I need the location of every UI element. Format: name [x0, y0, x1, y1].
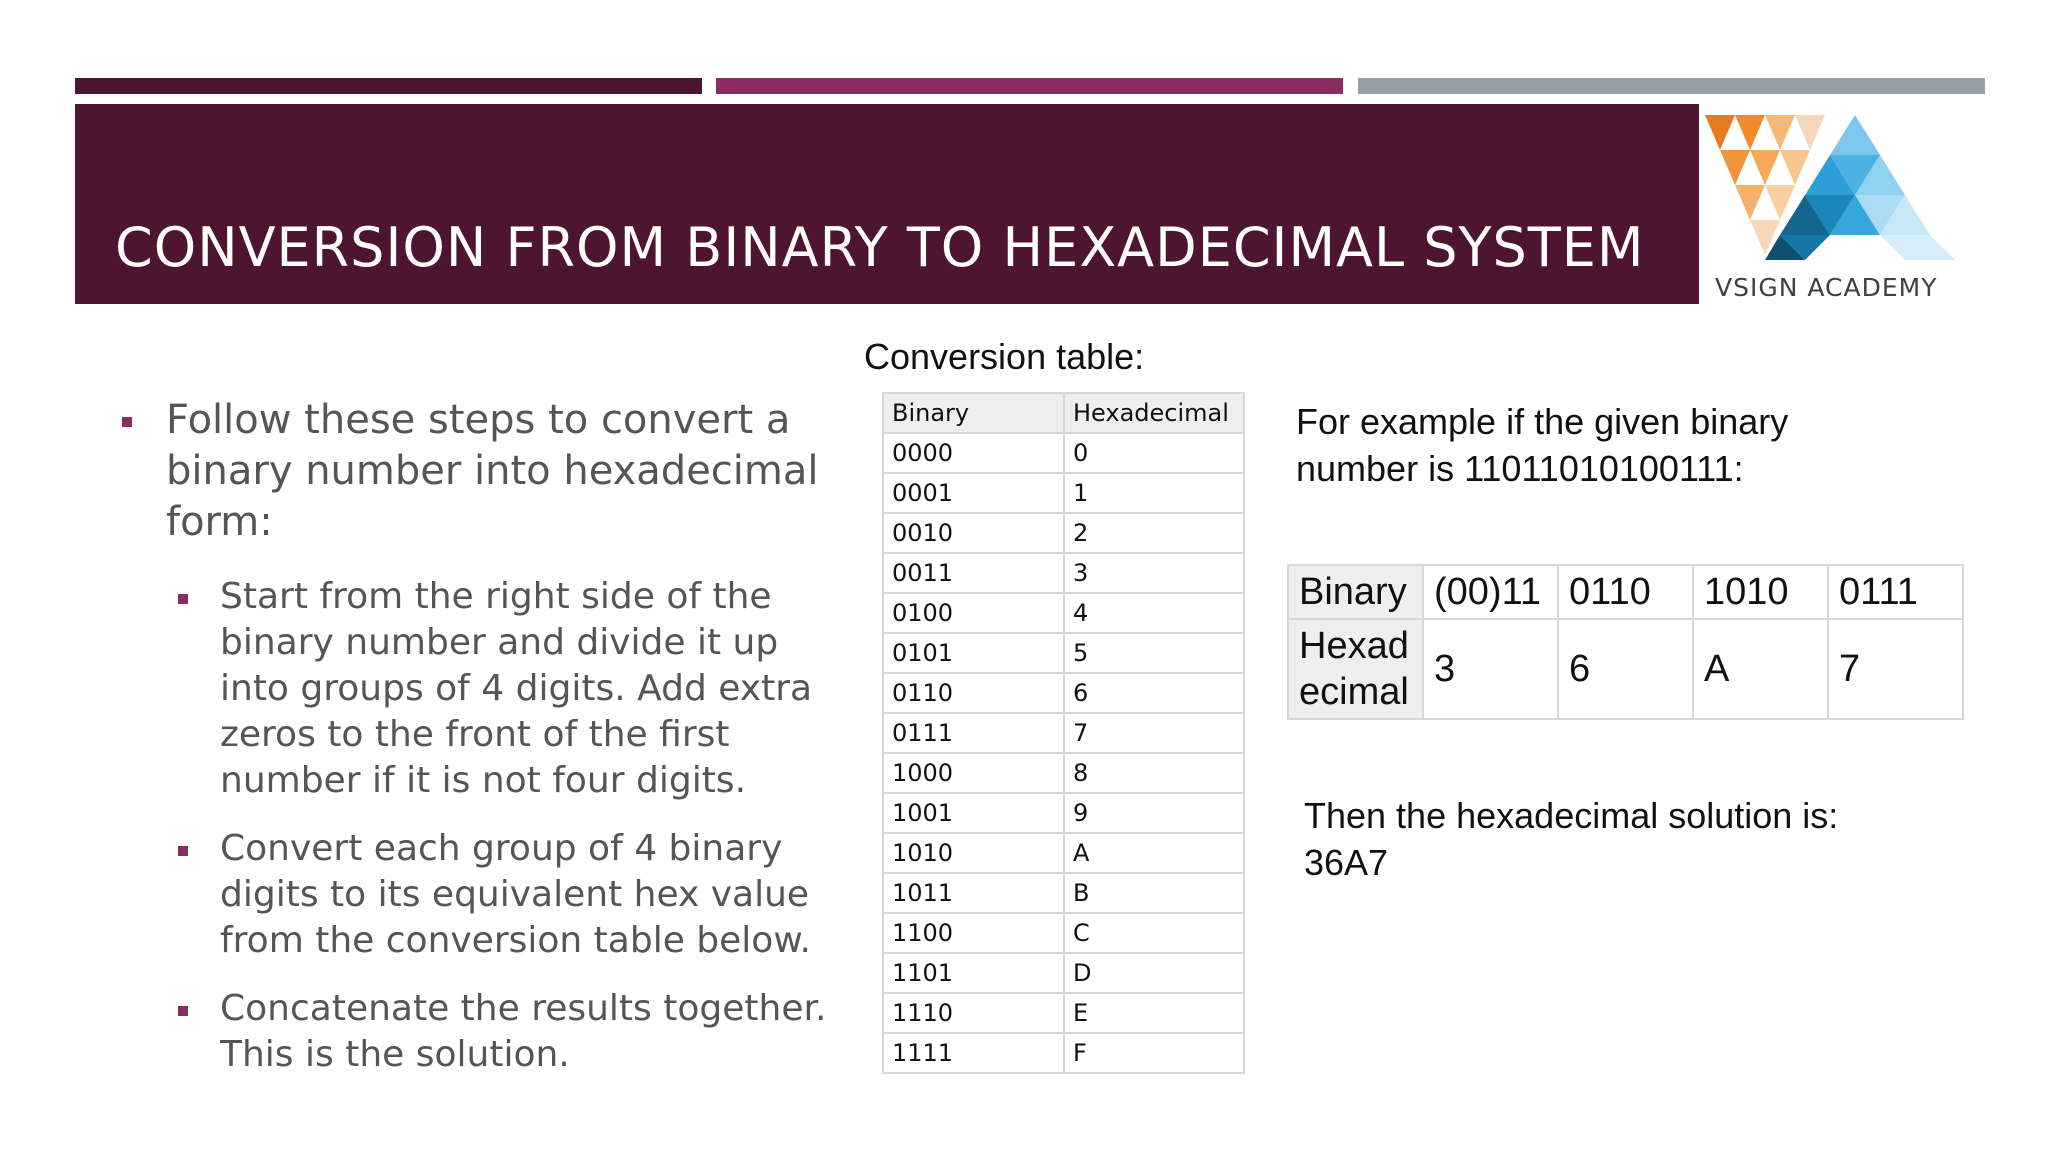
- binary-cell: 1100: [883, 913, 1064, 953]
- table-row: [883, 913, 1244, 953]
- hex-cell: A: [1064, 833, 1244, 873]
- example-binary-group: 1010: [1693, 565, 1828, 619]
- accent-bar-gray: [1358, 78, 1985, 94]
- header-hexadecimal: Hexadecimal: [1064, 393, 1244, 433]
- bullet-step-3: [120, 986, 840, 1078]
- hex-cell: 0: [1064, 433, 1244, 473]
- vsign-logo: [1705, 110, 1995, 310]
- bullet-square-icon: [178, 1006, 188, 1016]
- example-hex-digit: 3: [1423, 619, 1558, 719]
- table-row: [883, 513, 1244, 553]
- hex-cell: E: [1064, 993, 1244, 1033]
- bullet-step-text: Concatenate the results together. This is the solution.: [220, 988, 827, 1075]
- example-binary-group: 0111: [1828, 565, 1963, 619]
- example-binary-row: [1288, 565, 1963, 619]
- bullet-square-icon: [178, 594, 188, 604]
- conversion-table: [882, 392, 1245, 1074]
- example-hex-label: Hexad ecimal: [1288, 619, 1423, 719]
- hex-cell: 8: [1064, 753, 1244, 793]
- binary-cell: 0111: [883, 713, 1064, 753]
- bullet-main-text: Follow these steps to convert a binary number into hexadecimal form:: [166, 397, 819, 545]
- example-hex-row: [1288, 619, 1963, 719]
- hex-cell: 1: [1064, 473, 1244, 513]
- example-hex-digit: A: [1693, 619, 1828, 719]
- example-hex-digit: 7: [1828, 619, 1963, 719]
- hex-cell: 7: [1064, 713, 1244, 753]
- table-row: [883, 1033, 1244, 1073]
- binary-cell: 0000: [883, 433, 1064, 473]
- table-row: [883, 593, 1244, 633]
- bullet-square-icon: [178, 846, 188, 856]
- bullet-step-1: [120, 574, 840, 804]
- hex-cell: 2: [1064, 513, 1244, 553]
- table-row: [883, 713, 1244, 753]
- hex-cell: 3: [1064, 553, 1244, 593]
- binary-cell: 1111: [883, 1033, 1064, 1073]
- table-row: [883, 633, 1244, 673]
- bullet-step-text: Convert each group of 4 binary digits to its equivalent hex value from the conversion table below.: [220, 828, 811, 961]
- binary-cell: 0101: [883, 633, 1064, 673]
- binary-cell: 1110: [883, 993, 1064, 1033]
- header-binary: Binary: [883, 393, 1064, 433]
- binary-cell: 1101: [883, 953, 1064, 993]
- hex-cell: F: [1064, 1033, 1244, 1073]
- binary-cell: 0100: [883, 593, 1064, 633]
- example-text: For example if the given binary number is 11011010100111:: [1296, 401, 1789, 489]
- accent-bar-dark: [75, 78, 702, 94]
- binary-cell: 0011: [883, 553, 1064, 593]
- binary-cell: 1000: [883, 753, 1064, 793]
- binary-cell: 1011: [883, 873, 1064, 913]
- conversion-caption: Conversion table:: [864, 336, 1145, 377]
- binary-cell: 0010: [883, 513, 1064, 553]
- example-binary-group: 0110: [1558, 565, 1693, 619]
- hex-cell: D: [1064, 953, 1244, 993]
- table-row: [883, 993, 1244, 1033]
- example-binary-label: Binary: [1288, 565, 1423, 619]
- table-row: [883, 473, 1244, 513]
- table-row: [883, 873, 1244, 913]
- accent-bar-mid: [716, 78, 1343, 94]
- table-row: [883, 433, 1244, 473]
- conversion-header-row: [883, 393, 1244, 433]
- bullet-step-2: [120, 826, 840, 964]
- solution-text: Then the hexadecimal solution is: 36A7: [1304, 795, 1839, 883]
- table-row: [883, 553, 1244, 593]
- hex-cell: 4: [1064, 593, 1244, 633]
- logo-text: VSIGN ACADEMY: [1715, 273, 1938, 302]
- table-row: [883, 673, 1244, 713]
- hex-cell: B: [1064, 873, 1244, 913]
- bullet-list: [120, 395, 840, 1078]
- binary-cell: 1010: [883, 833, 1064, 873]
- bullet-step-text: Start from the right side of the binary number and divide it up into groups of 4 digits. Add extra zeros to the front of the first number if it is not four digits.: [220, 576, 813, 801]
- table-row: [883, 953, 1244, 993]
- binary-cell: 1001: [883, 793, 1064, 833]
- slide-title: CONVERSION FROM BINARY TO HEXADECIMAL SYSTEM: [115, 216, 1645, 279]
- table-row: [883, 793, 1244, 833]
- binary-cell: 0110: [883, 673, 1064, 713]
- hex-cell: 6: [1064, 673, 1244, 713]
- example-binary-group: (00)11: [1423, 565, 1558, 619]
- table-row: [883, 753, 1244, 793]
- hex-cell: C: [1064, 913, 1244, 953]
- example-table: [1287, 564, 1964, 720]
- vsign-logo-icon: [1705, 110, 1985, 270]
- hex-cell: 9: [1064, 793, 1244, 833]
- title-band: [75, 104, 1699, 304]
- bullet-square-icon: [122, 417, 132, 427]
- binary-cell: 0001: [883, 473, 1064, 513]
- bullet-main: [120, 395, 840, 548]
- table-row: [883, 833, 1244, 873]
- example-hex-digit: 6: [1558, 619, 1693, 719]
- hex-cell: 5: [1064, 633, 1244, 673]
